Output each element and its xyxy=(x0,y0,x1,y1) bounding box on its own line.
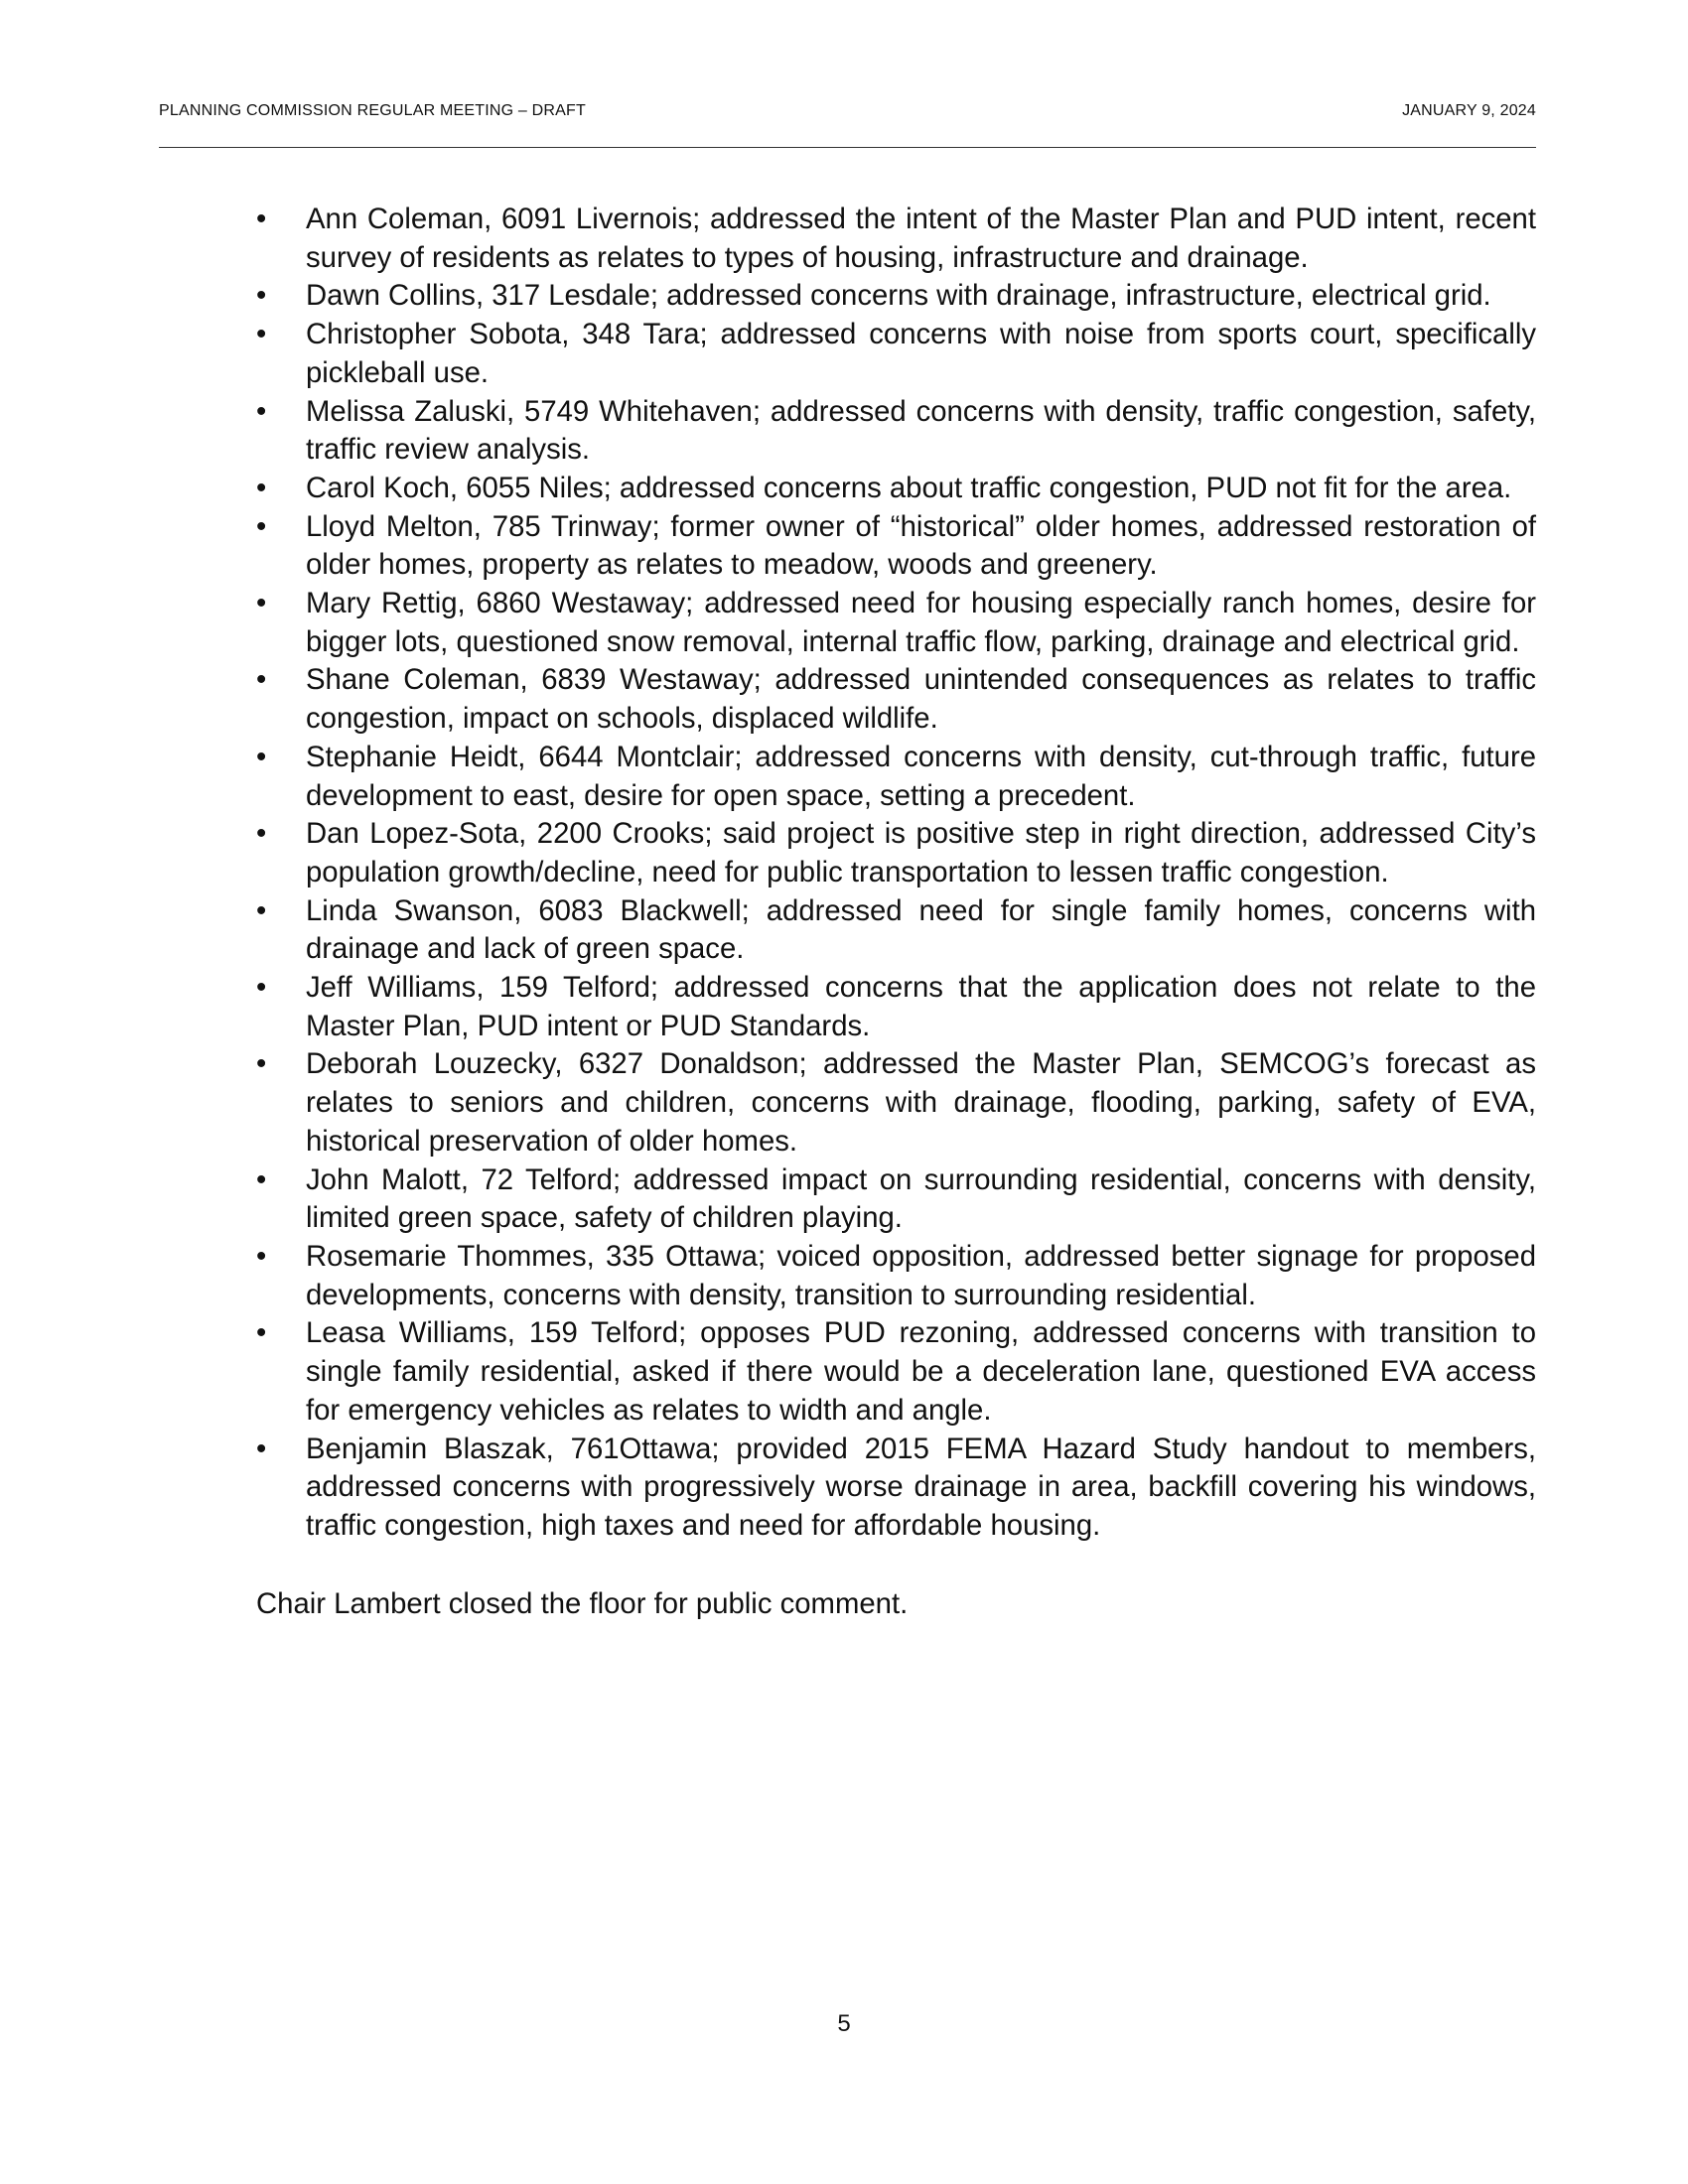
comment-text: Mary Rettig, 6860 Westaway; addressed need for housing especially ranch homes, desire for bigger lots, questioned snow removal, internal traffic flow, parking, drainage and electrical grid. xyxy=(306,587,1536,658)
meeting-title: PLANNING COMMISSION REGULAR MEETING – DRAFT xyxy=(159,102,586,119)
bullet-icon: • xyxy=(256,971,267,1005)
bullet-icon: • xyxy=(256,1162,267,1196)
comment-text: Rosemarie Thommes, 335 Ottawa; voiced opposition, addressed better signage for proposed developments, concerns with density, transition to surrounding residential. xyxy=(306,1239,1536,1311)
bullet-icon: • xyxy=(256,509,267,543)
comment-item xyxy=(256,277,1536,316)
comment-text: Lloyd Melton, 785 Trinway; former owner of “historical” older homes, addressed restoration of older homes, property as relates to meadow, woods and greenery. xyxy=(306,509,1536,582)
comment-item xyxy=(256,585,1536,661)
comment-item xyxy=(256,969,1536,1045)
comment-item xyxy=(256,393,1536,470)
comment-text: Melissa Zaluski, 5749 Whitehaven; addressed concerns with density, traffic congestion, safety, traffic review analysis. xyxy=(306,394,1536,467)
bullet-icon: • xyxy=(256,279,267,313)
comment-text: John Malott, 72 Telford; addressed impact on surrounding residential, concerns with density, limited green space, safety of children playing. xyxy=(306,1162,1536,1235)
page-number: 5 xyxy=(837,2010,851,2037)
comment-text: Stephanie Heidt, 6644 Montclair; addressed concerns with density, cut-through traffic, future development to east, desire for open space, setting a precedent. xyxy=(306,740,1536,812)
closing-statement: Chair Lambert closed the floor for public comment. xyxy=(256,1586,909,1620)
comment-item xyxy=(256,1161,1536,1238)
comment-text: Benjamin Blaszak, 761Ottawa; provided 2015 FEMA Hazard Study handout to members, addressed concerns with progressively worse drainage in area, backfill covering his windows, traffic congestion, high taxes and need for affordable housing. xyxy=(306,1432,1536,1542)
bullet-icon: • xyxy=(256,471,267,504)
page-header xyxy=(159,102,1536,128)
comment-item xyxy=(256,1238,1536,1314)
bullet-icon: • xyxy=(256,587,267,620)
comment-item xyxy=(256,316,1536,392)
header-divider xyxy=(159,147,1536,148)
comment-item xyxy=(256,1045,1536,1160)
comment-text: Carol Koch, 6055 Niles; addressed concerns about traffic congestion, PUD not fit for the area. xyxy=(306,471,1512,504)
bullet-icon: • xyxy=(256,1239,267,1273)
comment-item xyxy=(256,1431,1536,1546)
comment-text: Dan Lopez-Sota, 2200 Crooks; said project is positive step in right direction, addressed City’s population growth/decline, need for public transportation to lessen traffic congestion. xyxy=(306,817,1536,888)
comment-item xyxy=(256,1314,1536,1430)
bullet-icon: • xyxy=(256,740,267,773)
bullet-icon: • xyxy=(256,663,267,697)
comment-text: Christopher Sobota, 348 Tara; addressed concerns with noise from sports court, specifically pickleball use. xyxy=(306,318,1536,389)
bullet-icon: • xyxy=(256,203,267,235)
comment-text: Shane Coleman, 6839 Westaway; addressed unintended consequences as relates to traffic congestion, impact on schools, displaced wildlife. xyxy=(306,663,1536,736)
public-comment-list xyxy=(256,201,1536,1546)
meeting-date: JANUARY 9, 2024 xyxy=(1402,102,1536,119)
comment-text: Dawn Collins, 317 Lesdale; addressed concerns with drainage, infrastructure, electrical grid. xyxy=(306,279,1491,313)
comment-item xyxy=(256,470,1536,508)
bullet-icon: • xyxy=(256,1316,267,1350)
bullet-icon: • xyxy=(256,318,267,351)
comment-text: Jeff Williams, 159 Telford; addressed concerns that the application does not relate to the Master Plan, PUD intent or PUD Standards. xyxy=(306,971,1536,1042)
comment-item xyxy=(256,892,1536,969)
comment-text: Linda Swanson, 6083 Blackwell; addressed need for single family homes, concerns with drainage and lack of green space. xyxy=(306,893,1536,966)
comment-item xyxy=(256,739,1536,815)
bullet-icon: • xyxy=(256,394,267,428)
comment-item xyxy=(256,815,1536,891)
minutes-body xyxy=(256,201,1536,1623)
comment-item xyxy=(256,661,1536,738)
bullet-icon: • xyxy=(256,817,267,851)
bullet-icon: • xyxy=(256,893,267,927)
comment-item xyxy=(256,201,1536,277)
bullet-icon: • xyxy=(256,1432,267,1465)
comment-text: Deborah Louzecky, 6327 Donaldson; addressed the Master Plan, SEMCOG’s forecast as relates to seniors and children, concerns with drainage, flooding, parking, safety of EVA, historical preservation of older homes. xyxy=(306,1047,1536,1158)
comment-item xyxy=(256,508,1536,585)
bullet-icon: • xyxy=(256,1047,267,1081)
comment-text: Ann Coleman, 6091 Livernois; addressed the intent of the Master Plan and PUD intent, recent survey of residents as relates to types of housing, infrastructure and drainage. xyxy=(306,203,1536,274)
comment-text: Leasa Williams, 159 Telford; opposes PUD rezoning, addressed concerns with transition to single family residential, asked if there would be a deceleration lane, questioned EVA access for emergency vehicles as relates to width and angle. xyxy=(306,1316,1536,1427)
